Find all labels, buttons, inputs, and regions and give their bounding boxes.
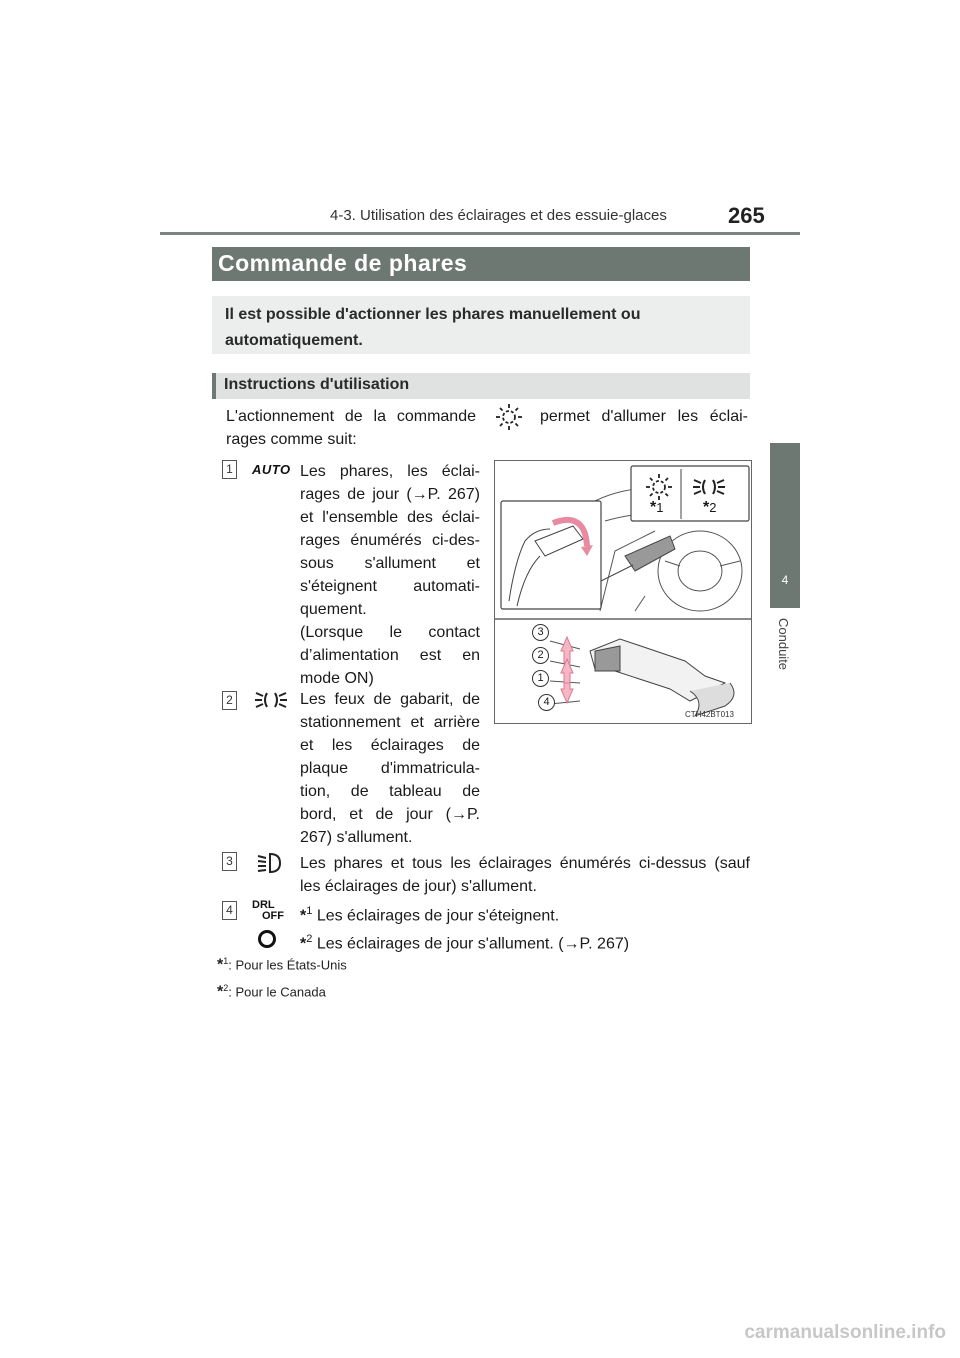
illustration-star-2: *2: [703, 499, 717, 516]
main-title-bar: [212, 247, 750, 281]
note-2-text: Les éclairages de jour s'allument. (→P. 267): [316, 935, 630, 953]
main-title: Commande de phares: [218, 250, 468, 276]
illustration-star-1: *1: [650, 499, 664, 516]
drl-on-icon: [256, 928, 278, 950]
drl-off-icon: [252, 900, 284, 922]
lead-text-left: L'actionnement de la commande: [226, 408, 476, 425]
note-1: *$^1$ Les éclairages de jour s'éteignent.: [300, 905, 560, 925]
note-2: *$^2$ Les éclairages de jour s'allument. (→P. 267): [300, 933, 630, 953]
chapter-tab-label: [771, 618, 799, 698]
light-switch-icon: [494, 402, 524, 432]
item-1-line: (Lorsque le contact: [300, 624, 480, 641]
intro-text: Il est possible d'actionner les phares manuellement ou automatiquement.: [225, 306, 641, 349]
callout-1: 1: [532, 670, 549, 687]
chapter-tab-number: 4: [781, 573, 789, 587]
item-1-line: d’alimentation est en: [300, 647, 480, 664]
lead-text-right: permet d'allumer les éclai-: [540, 408, 748, 425]
callout-4: 4: [538, 694, 555, 711]
item-1-line: Les phares, les éclai-: [300, 463, 480, 480]
item-2-line: stationnement et arrière: [300, 714, 480, 731]
item-1-line: quement.: [300, 601, 367, 618]
chapter-tab-label-text: Conduite: [776, 618, 791, 671]
callout-3: 3: [532, 624, 549, 641]
section-header-title: 4-3. Utilisation des éclairages et des essuie-glaces: [330, 207, 667, 224]
item-number-1: 1: [222, 460, 237, 479]
item-number-2: 2: [222, 691, 237, 710]
footnote-1: *$^1$: Pour les États-Unis: [217, 956, 347, 974]
item-2-line: tion, de tableau de: [300, 783, 480, 800]
item-2-line: et les éclairages de: [300, 737, 480, 754]
note-1-text: Les éclairages de jour s'éteignent.: [316, 907, 560, 925]
header-rule: [160, 232, 800, 235]
footnote-2: *$^2$: Pour le Canada: [217, 983, 326, 1001]
item-number-3: 3: [222, 852, 237, 871]
auto-icon: AUTO: [252, 462, 291, 477]
item-1-line: rages énumérés ci-des-: [300, 532, 480, 549]
item-2-line: bord, et de jour (→P.: [300, 806, 480, 823]
footnote-1-text: : Pour les États-Unis: [228, 957, 347, 973]
item-2-line: Les feux de gabarit, de: [300, 691, 480, 708]
subheading-bar: [212, 373, 750, 399]
item-1-line: sous s'allument et: [300, 555, 480, 572]
watermark: carmanualsonline.info: [744, 1322, 946, 1343]
item-3-text: [300, 852, 750, 898]
drl-off-icon-bottom: OFF: [262, 910, 284, 922]
item-1-line: mode ON): [300, 670, 374, 687]
headlight-switch-illustration: [494, 460, 752, 724]
lead-text-cont: rages comme suit:: [226, 431, 357, 448]
subheading: Instructions d'utilisation: [224, 376, 410, 393]
item-2-line: 267) s'allument.: [300, 829, 413, 846]
page-number: 265: [728, 203, 765, 228]
illustration-code: CTH42BT013: [685, 710, 734, 719]
item-3-line: Les phares et tous les éclairages énumérés ci-dessus (sauf: [300, 855, 750, 872]
headlight-icon: [256, 852, 282, 874]
item-1-line: s'éteignent automati-: [300, 578, 480, 595]
item-1-line: et l'ensemble des éclai-: [300, 509, 480, 526]
intro-box: [212, 296, 750, 354]
footnote-2-text: : Pour le Canada: [228, 984, 326, 1000]
item-1-line: rages de jour (→P. 267): [300, 486, 480, 503]
drl-off-icon-top: DRL: [252, 899, 275, 911]
callout-2: 2: [532, 647, 549, 664]
parking-lights-icon: [254, 689, 288, 711]
item-1-text: [300, 460, 480, 690]
item-3-line: les éclairages de jour) s'allument.: [300, 878, 537, 895]
item-2-text: [300, 688, 480, 849]
item-2-line: plaque d'immatricula-: [300, 760, 480, 777]
item-number-4: 4: [222, 901, 237, 920]
